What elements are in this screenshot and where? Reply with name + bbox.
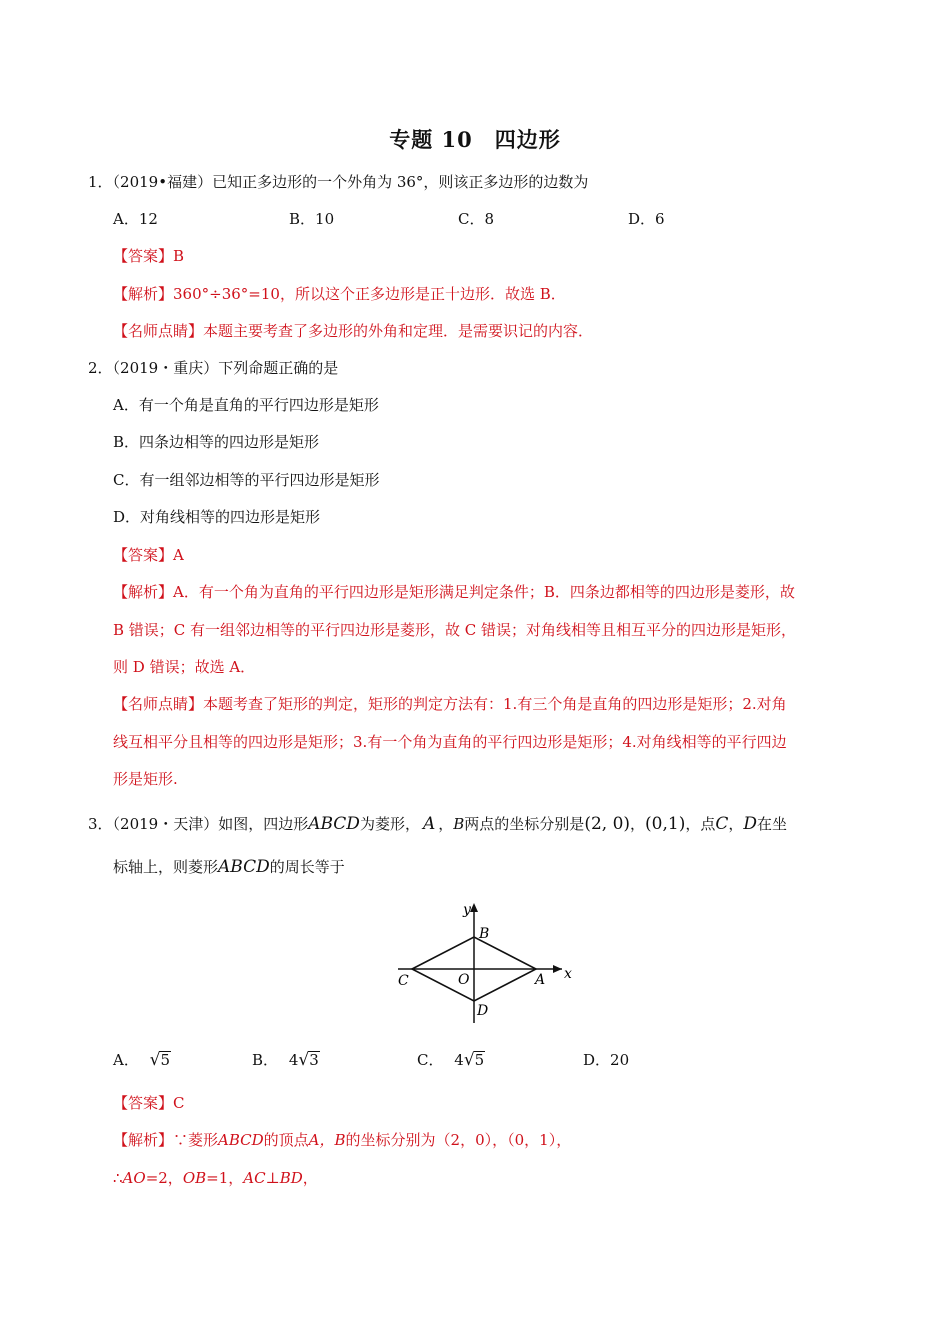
q3-option-b-letter: B． bbox=[252, 1051, 279, 1069]
q3-option-b-radicand: 3 bbox=[309, 1051, 319, 1069]
q3-option-b: B． 4√3 bbox=[252, 1050, 319, 1070]
q3-option-d-value: 20 bbox=[610, 1051, 630, 1069]
q2-analysis-line-2: B 错误；C 有一组邻边相等的平行四边形是菱形，故 C 错误；对角线相等且相互平分的四边形是矩形， bbox=[113, 621, 797, 639]
q1-analysis: 【解析】360°÷36°=10，所以这个正多边形是正十边形．故选 B． bbox=[113, 285, 566, 303]
q1-stem: 1．（2019•福建）已知正多边形的一个外角为 36°，则该正多边形的边数为 bbox=[88, 173, 589, 191]
q2-option-c: C．有一组邻边相等的平行四边形是矩形 bbox=[113, 471, 380, 489]
q2-stem: 2．（2019・重庆）下列命题正确的是 bbox=[88, 359, 339, 377]
label-x: x bbox=[564, 966, 572, 982]
q3-stem2-suffix: 的周长等于 bbox=[269, 858, 345, 876]
segment-ob-value: =1， bbox=[206, 1169, 244, 1187]
q3-stem-line-1 bbox=[88, 814, 787, 834]
segment-ob: OB bbox=[182, 1169, 207, 1187]
label-c: C bbox=[398, 973, 409, 989]
page-title: 专题 10 四边形 bbox=[389, 127, 561, 152]
segment-ac: AC bbox=[243, 1169, 266, 1187]
q1-option-c: C．8 bbox=[458, 210, 495, 228]
label-d: D bbox=[477, 1003, 489, 1019]
q3-analysis-abcd: ABCD bbox=[218, 1131, 264, 1149]
therefore-symbol: ∴ bbox=[113, 1169, 123, 1187]
q1-option-d: D．6 bbox=[628, 210, 665, 228]
q1-answer: 【答案】B bbox=[113, 247, 185, 265]
q3-point-d: D bbox=[743, 814, 758, 834]
q3-sep-2: ， bbox=[630, 815, 646, 833]
q3-stem2-prefix: 标轴上，则菱形 bbox=[113, 858, 219, 876]
q3-option-a: A． √5 bbox=[113, 1050, 171, 1070]
q3-sep-3: ， bbox=[728, 815, 744, 833]
q3-option-c-letter: C． bbox=[417, 1051, 444, 1069]
q2-analysis-line-1: 【解析】A．有一个角为直角的平行四边形是矩形满足判定条件；B．四条边都相等的四边形是菱形，故 bbox=[113, 583, 795, 601]
q3-coord-b: (0,1) bbox=[645, 814, 686, 834]
q3-point-c: C bbox=[715, 814, 729, 834]
q3-stem-rhombus: 为菱形， bbox=[359, 815, 420, 833]
q3-stem-point: ，点 bbox=[685, 815, 716, 833]
q3-analysis-coords: 的坐标分别为（2，0），（0，1）， bbox=[345, 1131, 572, 1149]
q2-tip-line-2: 线互相平分且相等的四边形是矩形；3.有一个角为直角的平行四边形是矩形；4.对角线相等的平行四边 bbox=[113, 733, 787, 751]
segment-bd: BD bbox=[279, 1169, 303, 1187]
q3-option-c-radicand: 5 bbox=[474, 1051, 485, 1069]
q2-tip-line-1: 【名师点睛】本题考查了矩形的判定，矩形的判定方法有：1.有三个角是直角的四边形是矩形；2.对角 bbox=[113, 695, 787, 713]
q3-option-b-coef: 4 bbox=[288, 1051, 299, 1069]
q2-tip-line-3: 形是矩形. bbox=[113, 770, 178, 788]
segment-ao-value: =2， bbox=[145, 1169, 183, 1187]
q2-option-a: A．有一个角是直角的平行四边形是矩形 bbox=[113, 396, 379, 414]
q3-abcd: ABCD bbox=[308, 814, 360, 834]
segment-ao: AO bbox=[122, 1169, 146, 1187]
label-y: y bbox=[463, 902, 471, 918]
q3-option-c-coef: 4 bbox=[454, 1051, 464, 1069]
q3-option-a-letter: A． bbox=[113, 1051, 139, 1069]
label-o: O bbox=[458, 972, 470, 988]
line-end: ， bbox=[302, 1169, 318, 1187]
q3-analysis-line-1 bbox=[113, 1130, 571, 1150]
q3-analysis-line-2 bbox=[113, 1168, 318, 1188]
q3-stem-prefix: 3．（2019・天津）如图，四边形 bbox=[88, 815, 309, 833]
q1-option-b: B．10 bbox=[289, 210, 335, 228]
perpendicular-symbol: ⊥ bbox=[265, 1169, 280, 1187]
q1-option-a: A．12 bbox=[113, 210, 158, 228]
q3-option-d bbox=[583, 1050, 629, 1070]
q2-option-d: D．对角线相等的四边形是矩形 bbox=[113, 508, 321, 526]
label-a: A bbox=[535, 972, 546, 988]
q3-option-d-letter: D． bbox=[583, 1051, 611, 1069]
q3-abcd-2: ABCD bbox=[218, 857, 270, 877]
q3-option-a-radicand: 5 bbox=[160, 1051, 171, 1069]
q3-analysis-prefix: 【解析】∵菱形 bbox=[113, 1131, 219, 1149]
q3-analysis-vertices: 的顶点 bbox=[263, 1131, 309, 1149]
y-axis-arrow bbox=[470, 903, 478, 912]
label-b: B bbox=[479, 926, 490, 942]
q3-coord-a: (2, 0) bbox=[584, 814, 631, 834]
q3-analysis-points: A，B bbox=[308, 1131, 346, 1149]
q3-answer: 【答案】C bbox=[113, 1094, 185, 1112]
q2-analysis-line-3: 则 D 错误；故选 A． bbox=[113, 658, 256, 676]
q3-stem-coords: 两点的坐标分别是 bbox=[464, 815, 585, 833]
q1-tip: 【名师点睛】本题主要考查了多边形的外角和定理．是需要识记的内容． bbox=[113, 322, 594, 340]
rhombus-figure bbox=[390, 897, 580, 1029]
q3-stem-end: 在坐 bbox=[757, 815, 788, 833]
q3-option-c: C． 4√5 bbox=[417, 1050, 485, 1070]
q3-point-a: A bbox=[422, 814, 436, 834]
x-axis-arrow bbox=[553, 965, 562, 973]
q2-option-b: B．四条边相等的四边形是矩形 bbox=[113, 433, 320, 451]
q3-sep: ， bbox=[438, 815, 454, 833]
q3-stem-line-2 bbox=[113, 857, 345, 877]
q2-answer: 【答案】A bbox=[113, 546, 184, 564]
q3-point-b: B bbox=[453, 815, 465, 833]
